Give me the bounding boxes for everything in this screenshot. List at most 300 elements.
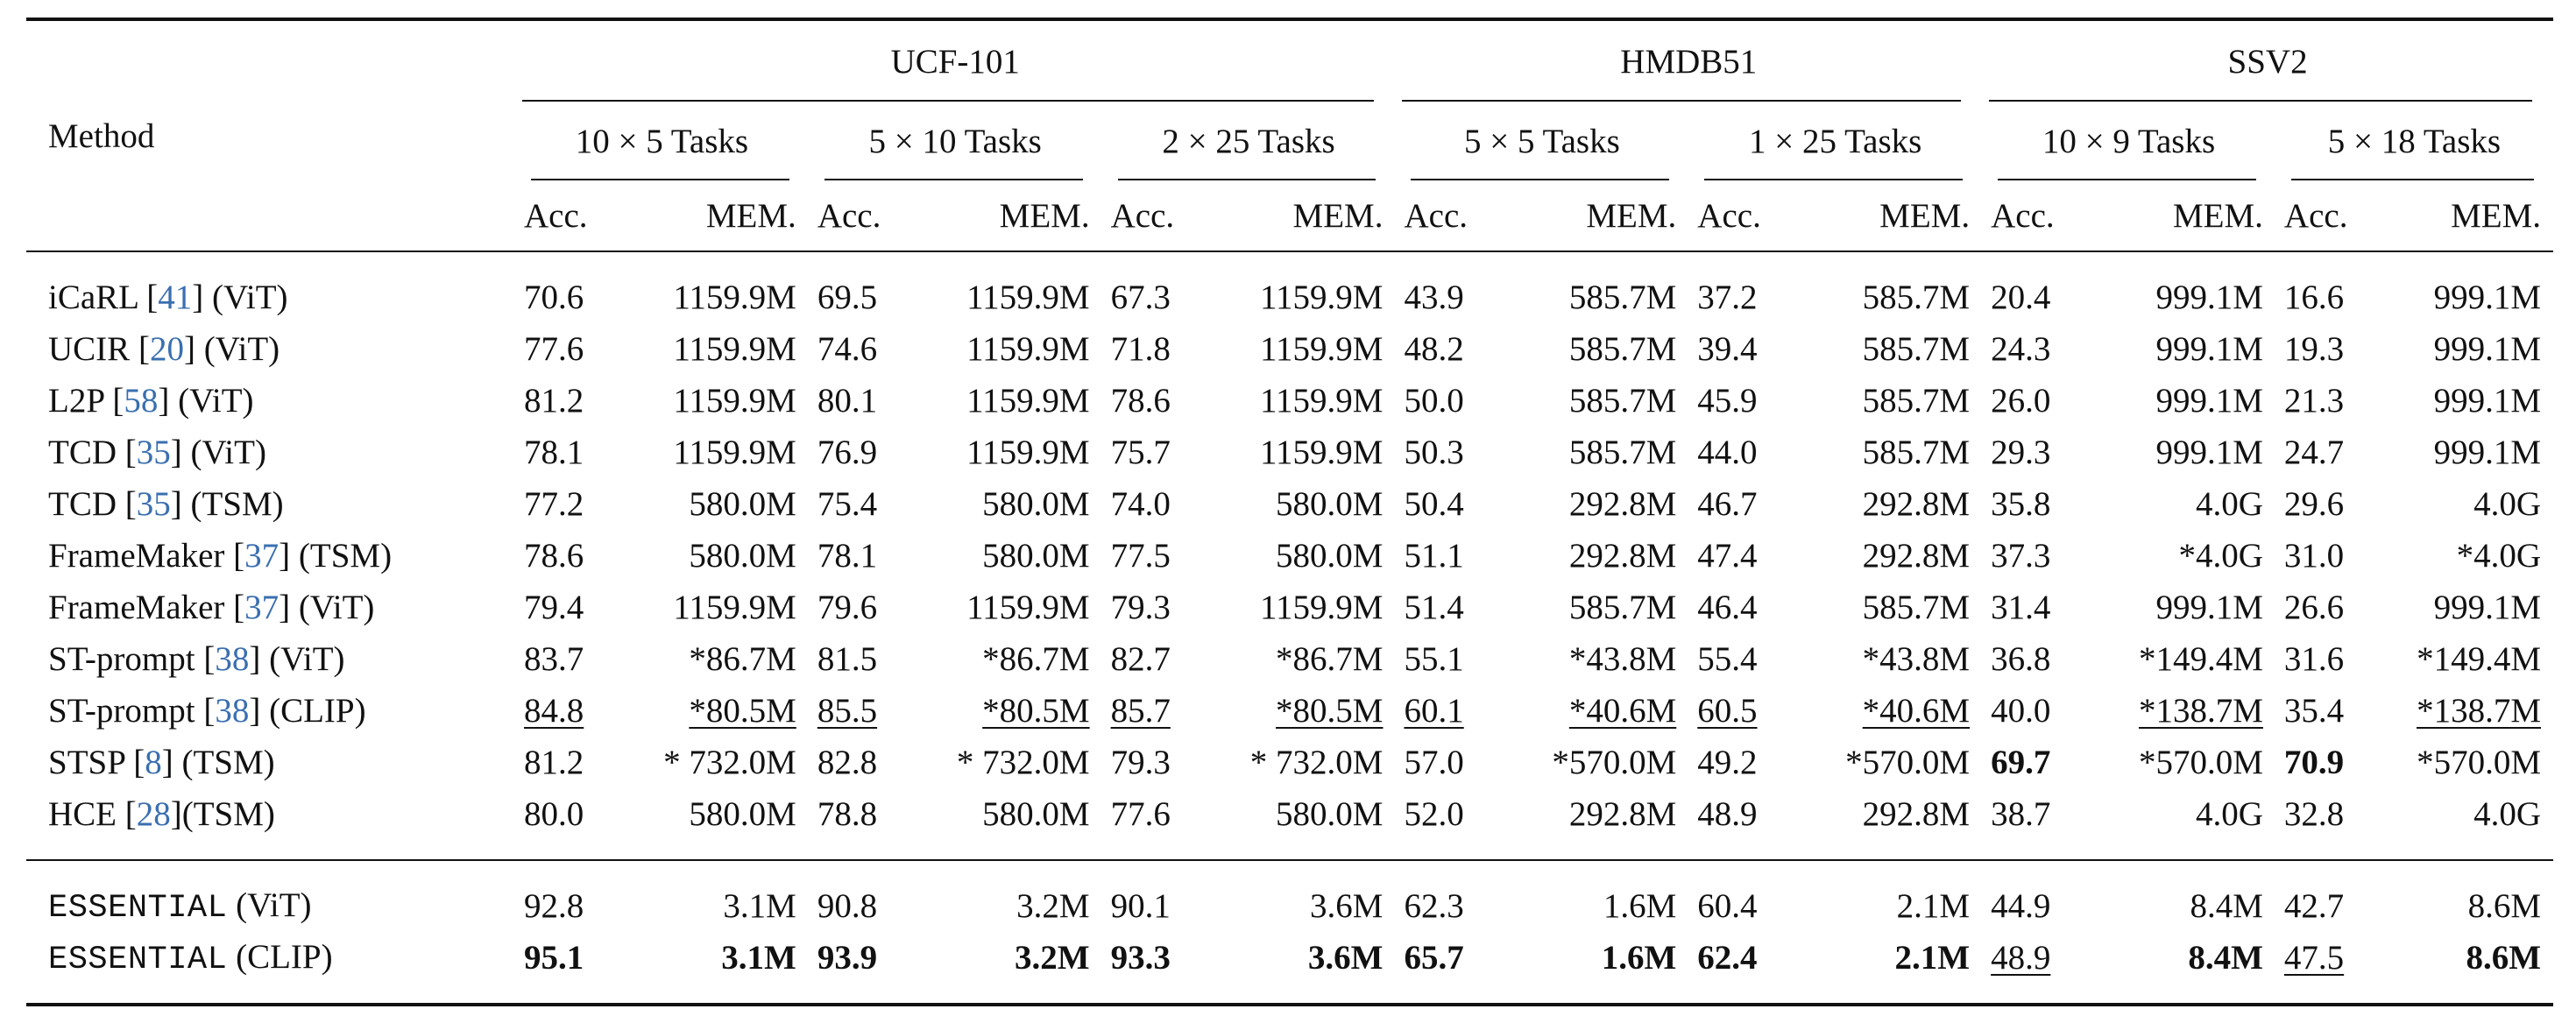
acc-cell (515, 737, 613, 788)
cell-value: 8.4M (2190, 887, 2263, 925)
mem-header: MEM. (999, 196, 1090, 235)
citation-link[interactable]: 58 (124, 382, 159, 420)
cell-value: 77.2 (524, 485, 584, 523)
acc-header: Acc. (1697, 196, 1761, 235)
acc-cell (2275, 582, 2374, 633)
mem-cell (1200, 530, 1395, 582)
backbone-label: (ViT) (260, 640, 345, 678)
cell-value: 580.0M (1276, 485, 1384, 523)
cell-value: *138.7M (2138, 692, 2263, 730)
setting-header: 5 × 5 Tasks (1395, 102, 1688, 180)
cell-value: 1159.9M (673, 434, 796, 471)
cell-value: 60.5 (1697, 692, 1758, 730)
cell-value: 44.9 (1991, 887, 2051, 925)
mem-cell (1787, 251, 1982, 323)
cell-value: 1159.9M (673, 279, 796, 316)
table-row (26, 685, 2553, 737)
cell-value: 999.1M (2433, 279, 2541, 316)
cell-value: 93.3 (1110, 939, 1171, 977)
mem-cell (1493, 685, 1688, 737)
mem-cell (1787, 633, 1982, 685)
cell-value: 292.8M (1568, 485, 1677, 523)
mem-cell (1200, 582, 1395, 633)
cell-value: 999.1M (2433, 434, 2541, 471)
cell-value: 3.6M (1307, 939, 1384, 977)
cell-value: 585.7M (1568, 589, 1677, 626)
mem-cell (1493, 478, 1688, 530)
mem-cell (2080, 375, 2275, 427)
mem-cell (1493, 633, 1688, 685)
method-name-cell: L2P [58] (ViT) (48, 382, 254, 420)
acc-cell (1688, 860, 1787, 932)
mem-cell (2374, 478, 2554, 530)
mem-cell (613, 251, 809, 323)
cell-value: 3.2M (1015, 939, 1090, 977)
table-row (26, 530, 2553, 582)
acc-cell (515, 427, 613, 478)
mem-cell (2080, 582, 2275, 633)
cell-value: 292.8M (1862, 537, 1971, 575)
method-name-cell: TCD [35] (TSM) (48, 485, 284, 523)
cell-value: * 732.0M (663, 744, 796, 781)
cell-value: 85.5 (817, 692, 878, 730)
mem-cell (1200, 633, 1395, 685)
cell-value: 82.8 (817, 744, 878, 781)
cell-value: * 732.0M (956, 744, 1090, 781)
acc-cell (1688, 427, 1787, 478)
acc-cell (1102, 633, 1200, 685)
method-name: ESSENTIAL (48, 942, 228, 978)
cell-value: *570.0M (2417, 744, 2541, 781)
results-table (26, 18, 2553, 1006)
cell-value: 43.9 (1404, 279, 1464, 316)
acc-cell (1395, 478, 1493, 530)
cell-value: 35.4 (2283, 692, 2345, 730)
cell-value: 74.0 (1110, 485, 1171, 523)
cell-value: *138.7M (2417, 692, 2541, 730)
setting-header: 10 × 5 Tasks (515, 102, 809, 180)
mem-cell (1493, 427, 1688, 478)
cell-value: 69.7 (1991, 744, 2051, 781)
cell-value: 80.1 (817, 382, 878, 420)
mem-cell (2374, 427, 2554, 478)
mem-cell (2374, 375, 2554, 427)
mem-cell (2374, 788, 2554, 860)
cell-value: 1.6M (1603, 887, 1677, 925)
cell-value: 42.7 (2283, 887, 2345, 925)
table-row (26, 737, 2553, 788)
cell-value: 67.3 (1110, 279, 1171, 316)
acc-cell (1688, 375, 1787, 427)
cell-value: 292.8M (1568, 537, 1677, 575)
mem-cell (2374, 530, 2554, 582)
cell-value: 37.2 (1697, 279, 1758, 316)
cell-value: *80.5M (689, 692, 796, 730)
cell-value: 999.1M (2433, 382, 2541, 420)
mem-header: MEM. (1879, 196, 1971, 235)
cell-value: 78.8 (817, 795, 878, 833)
cell-value: 1159.9M (673, 589, 796, 626)
mem-cell (2374, 582, 2554, 633)
acc-cell (2275, 478, 2374, 530)
cell-value: 48.2 (1404, 330, 1464, 368)
method-name-cell: ST-prompt [38] (CLIP) (48, 692, 366, 730)
acc-cell (1688, 932, 1787, 1005)
cell-value: 580.0M (982, 795, 1090, 833)
cell-value: 8.6M (2467, 887, 2541, 925)
mem-cell (1200, 478, 1395, 530)
backbone-label: (ViT) (195, 330, 280, 368)
cell-value: 47.5 (2283, 939, 2345, 977)
dataset-header-ucf101: UCF-101 (515, 19, 1395, 102)
cell-value: 292.8M (1862, 795, 1971, 833)
acc-cell (1688, 582, 1787, 633)
cell-value: 580.0M (982, 537, 1090, 575)
cell-value: 292.8M (1568, 795, 1677, 833)
cell-value: 62.3 (1404, 887, 1464, 925)
cell-value: 31.4 (1991, 589, 2051, 626)
cell-value: 1159.9M (673, 330, 796, 368)
acc-cell (1688, 530, 1787, 582)
mem-cell (906, 375, 1101, 427)
cell-value: *86.7M (689, 640, 796, 678)
cell-value: *40.6M (1862, 692, 1971, 730)
cell-value: 50.4 (1404, 485, 1464, 523)
mem-cell (2374, 323, 2554, 375)
cell-value: 49.2 (1697, 744, 1758, 781)
acc-cell (515, 478, 613, 530)
acc-cell (809, 932, 907, 1005)
cell-value: 70.9 (2283, 744, 2345, 781)
mem-cell (613, 633, 809, 685)
backbone-label: (ViT) (203, 279, 288, 316)
acc-cell (1102, 932, 1200, 1005)
cell-value: 3.1M (721, 939, 796, 977)
citation-link[interactable]: 38 (215, 640, 250, 678)
cell-value: 52.0 (1404, 795, 1464, 833)
mem-cell (1493, 788, 1688, 860)
acc-cell (1688, 323, 1787, 375)
acc-cell (515, 685, 613, 737)
mem-cell (1200, 251, 1395, 323)
mem-header: MEM. (1586, 196, 1677, 235)
cell-value: 36.8 (1991, 640, 2051, 678)
cell-value: 76.9 (817, 434, 878, 471)
cell-value: 78.1 (817, 537, 878, 575)
cell-value: 75.7 (1110, 434, 1171, 471)
cell-value: 585.7M (1862, 279, 1971, 316)
cell-value: 1159.9M (1260, 434, 1384, 471)
cell-value: *40.6M (1568, 692, 1677, 730)
cell-value: 1159.9M (966, 382, 1090, 420)
mem-cell (613, 685, 809, 737)
acc-cell (1395, 323, 1493, 375)
method-name-cell: iCaRL [41] (ViT) (26, 251, 515, 323)
mem-cell (1493, 530, 1688, 582)
cell-value: 48.9 (1697, 795, 1758, 833)
cell-value: 29.3 (1991, 434, 2051, 471)
cell-value: 79.4 (524, 589, 584, 626)
setting-header: 10 × 9 Tasks (1982, 102, 2275, 180)
results-table-figure (26, 18, 2553, 1006)
cell-value: 55.4 (1697, 640, 1758, 678)
acc-cell (1395, 932, 1493, 1005)
mem-cell (2080, 685, 2275, 737)
acc-cell (515, 375, 613, 427)
method-name-cell: STSP [8] (TSM) (48, 744, 275, 781)
cell-value: 1.6M (1601, 939, 1677, 977)
acc-cell (1395, 375, 1493, 427)
cell-value: 585.7M (1862, 434, 1971, 471)
acc-cell (1102, 582, 1200, 633)
acc-cell (1982, 478, 2080, 530)
cell-value: 40.0 (1991, 692, 2051, 730)
cell-value: 24.3 (1991, 330, 2051, 368)
metric-header-row (26, 180, 2553, 251)
mem-cell (1787, 375, 1982, 427)
cell-value: 3.6M (1310, 887, 1384, 925)
citation-link[interactable]: 37 (244, 537, 280, 575)
mem-cell (906, 633, 1101, 685)
cell-value: 19.3 (2283, 330, 2345, 368)
method-name: ST-prompt (48, 640, 195, 678)
cell-value: 38.7 (1991, 795, 2051, 833)
acc-cell (1395, 582, 1493, 633)
cell-value: 71.8 (1110, 330, 1171, 368)
table-row (26, 932, 2553, 1005)
mem-cell (1493, 737, 1688, 788)
acc-cell (2275, 323, 2374, 375)
mem-cell (1493, 582, 1688, 633)
mem-cell (1787, 860, 1982, 932)
cell-value: 60.1 (1404, 692, 1464, 730)
cell-value: *570.0M (1845, 744, 1971, 781)
mem-cell (2080, 633, 2275, 685)
mem-cell (2374, 932, 2554, 1005)
cell-value: 580.0M (689, 537, 796, 575)
mem-cell (2080, 860, 2275, 932)
cell-value: 78.6 (1110, 382, 1171, 420)
backbone-label: (CLIP) (260, 692, 366, 730)
table-row (26, 478, 2553, 530)
acc-cell (809, 427, 907, 478)
cell-value: *86.7M (1276, 640, 1384, 678)
acc-cell (1395, 737, 1493, 788)
acc-cell (1982, 251, 2080, 323)
mem-cell (2080, 788, 2275, 860)
acc-cell (1982, 582, 2080, 633)
method-name: ESSENTIAL (48, 890, 228, 927)
acc-cell (1982, 323, 2080, 375)
cell-value: 78.6 (524, 537, 584, 575)
acc-cell (1102, 737, 1200, 788)
cell-value: 26.0 (1991, 382, 2051, 420)
acc-cell (1102, 251, 1200, 323)
acc-cell (1982, 530, 2080, 582)
cell-value: 80.0 (524, 795, 584, 833)
acc-cell (1982, 860, 2080, 932)
cell-value: 78.1 (524, 434, 584, 471)
backbone-label: (TSM) (173, 744, 275, 781)
setting-header: 5 × 18 Tasks (2275, 102, 2553, 180)
cell-value: 46.7 (1697, 485, 1758, 523)
mem-header: MEM. (705, 196, 796, 235)
mem-cell (613, 530, 809, 582)
mem-cell (906, 737, 1101, 788)
mem-cell (2080, 323, 2275, 375)
cell-value: 4.0G (2195, 795, 2263, 833)
acc-cell (809, 323, 907, 375)
acc-cell (809, 478, 907, 530)
mem-cell (1787, 582, 1982, 633)
mem-header: MEM. (2451, 196, 2541, 235)
setting-header: 2 × 25 Tasks (1102, 102, 1396, 180)
acc-cell (1688, 251, 1787, 323)
cell-value: 81.2 (524, 744, 584, 781)
mem-cell (906, 530, 1101, 582)
mem-cell (613, 582, 809, 633)
cell-value: 50.3 (1404, 434, 1464, 471)
acc-cell (515, 323, 613, 375)
cell-value: 29.6 (2283, 485, 2345, 523)
cell-value: *149.4M (2417, 640, 2541, 678)
method-name-cell: UCIR [20] (ViT) (48, 330, 280, 368)
mem-cell (1493, 375, 1688, 427)
method-name-cell: TCD [35] (ViT) (48, 434, 266, 471)
citation-link[interactable]: 35 (136, 485, 171, 523)
cell-value: 85.7 (1110, 692, 1171, 730)
method-name: TCD (48, 434, 117, 471)
acc-cell (1395, 633, 1493, 685)
acc-cell (1982, 932, 2080, 1005)
citation-link[interactable]: 38 (215, 692, 250, 730)
citation-link[interactable]: 20 (149, 330, 184, 368)
citation-link[interactable]: 37 (244, 589, 280, 626)
cell-value: 57.0 (1404, 744, 1464, 781)
acc-cell (1982, 375, 2080, 427)
acc-cell (809, 788, 907, 860)
metric-header-blank (26, 180, 515, 251)
acc-header: Acc. (524, 196, 588, 235)
cell-value: 79.3 (1110, 744, 1171, 781)
cell-value: 580.0M (982, 485, 1090, 523)
cell-value: *80.5M (982, 692, 1090, 730)
cell-value: 74.6 (817, 330, 878, 368)
mem-cell (2080, 530, 2275, 582)
cell-value: 585.7M (1568, 330, 1677, 368)
acc-cell (1688, 788, 1787, 860)
table-row (26, 788, 2553, 860)
cell-value: 37.3 (1991, 537, 2051, 575)
cell-value: *4.0G (2178, 537, 2263, 575)
cell-value: 580.0M (1276, 795, 1384, 833)
acc-cell (809, 530, 907, 582)
method-name: FrameMaker (48, 589, 225, 626)
acc-cell (1395, 530, 1493, 582)
mem-cell (1200, 323, 1395, 375)
mem-cell (1787, 932, 1982, 1005)
citation-link[interactable]: 35 (136, 434, 171, 471)
cell-value: 65.7 (1404, 939, 1464, 977)
cell-value: 24.7 (2283, 434, 2345, 471)
cell-value: 79.6 (817, 589, 878, 626)
cell-value: 8.6M (2466, 939, 2541, 977)
setting-header: 1 × 25 Tasks (1688, 102, 1982, 180)
cell-value: 999.1M (2433, 330, 2541, 368)
citation-link[interactable]: 8 (145, 744, 162, 781)
cell-value: 48.9 (1991, 939, 2051, 977)
mem-cell (1493, 932, 1688, 1005)
acc-cell (2275, 860, 2374, 932)
cell-value: 50.0 (1404, 382, 1464, 420)
method-name: iCaRL (48, 279, 138, 316)
mem-cell (2080, 737, 2275, 788)
backbone-label: (TSM) (290, 537, 393, 575)
acc-cell (1102, 427, 1200, 478)
cell-value: 580.0M (1276, 537, 1384, 575)
citation-link[interactable]: 41 (158, 279, 193, 316)
cell-value: 4.0G (2473, 485, 2541, 523)
mem-cell (2374, 737, 2554, 788)
mem-cell (1200, 427, 1395, 478)
dataset-header-row (26, 19, 2553, 102)
acc-cell (809, 633, 907, 685)
acc-cell (1395, 427, 1493, 478)
backbone-label: (ViT) (227, 886, 312, 924)
mem-cell (613, 323, 809, 375)
acc-cell (1102, 323, 1200, 375)
acc-header: Acc. (2283, 196, 2348, 235)
acc-cell (809, 685, 907, 737)
cell-value: * 732.0M (1249, 744, 1384, 781)
acc-cell (515, 860, 613, 932)
cell-value: 999.1M (2155, 434, 2263, 471)
acc-header: Acc. (1404, 196, 1468, 235)
mem-cell (1200, 860, 1395, 932)
method-name: FrameMaker (48, 537, 225, 575)
mem-cell (1787, 788, 1982, 860)
cell-value: 999.1M (2155, 279, 2263, 316)
citation-link[interactable]: 28 (136, 795, 171, 833)
cell-value: 999.1M (2433, 589, 2541, 626)
mem-cell (613, 932, 809, 1005)
cell-value: 580.0M (689, 485, 796, 523)
acc-cell (1102, 860, 1200, 932)
mem-cell (906, 427, 1101, 478)
acc-cell (2275, 530, 2374, 582)
acc-cell (1982, 788, 2080, 860)
cell-value: 44.0 (1697, 434, 1758, 471)
mem-cell (906, 478, 1101, 530)
acc-cell (1982, 685, 2080, 737)
acc-cell (1982, 737, 2080, 788)
cell-value: 51.4 (1404, 589, 1464, 626)
mem-cell (2080, 932, 2275, 1005)
cell-value: 90.1 (1110, 887, 1171, 925)
cell-value: 81.2 (524, 382, 584, 420)
cell-value: 580.0M (689, 795, 796, 833)
cell-value: 585.7M (1568, 279, 1677, 316)
method-name-cell (26, 932, 515, 1005)
cell-value: 77.6 (524, 330, 584, 368)
cell-value: 585.7M (1862, 330, 1971, 368)
mem-cell (2374, 251, 2554, 323)
method-name: UCIR (48, 330, 131, 368)
cell-value: 51.1 (1404, 537, 1464, 575)
acc-cell (2275, 375, 2374, 427)
mem-cell (2080, 427, 2275, 478)
cell-value: 79.3 (1110, 589, 1171, 626)
